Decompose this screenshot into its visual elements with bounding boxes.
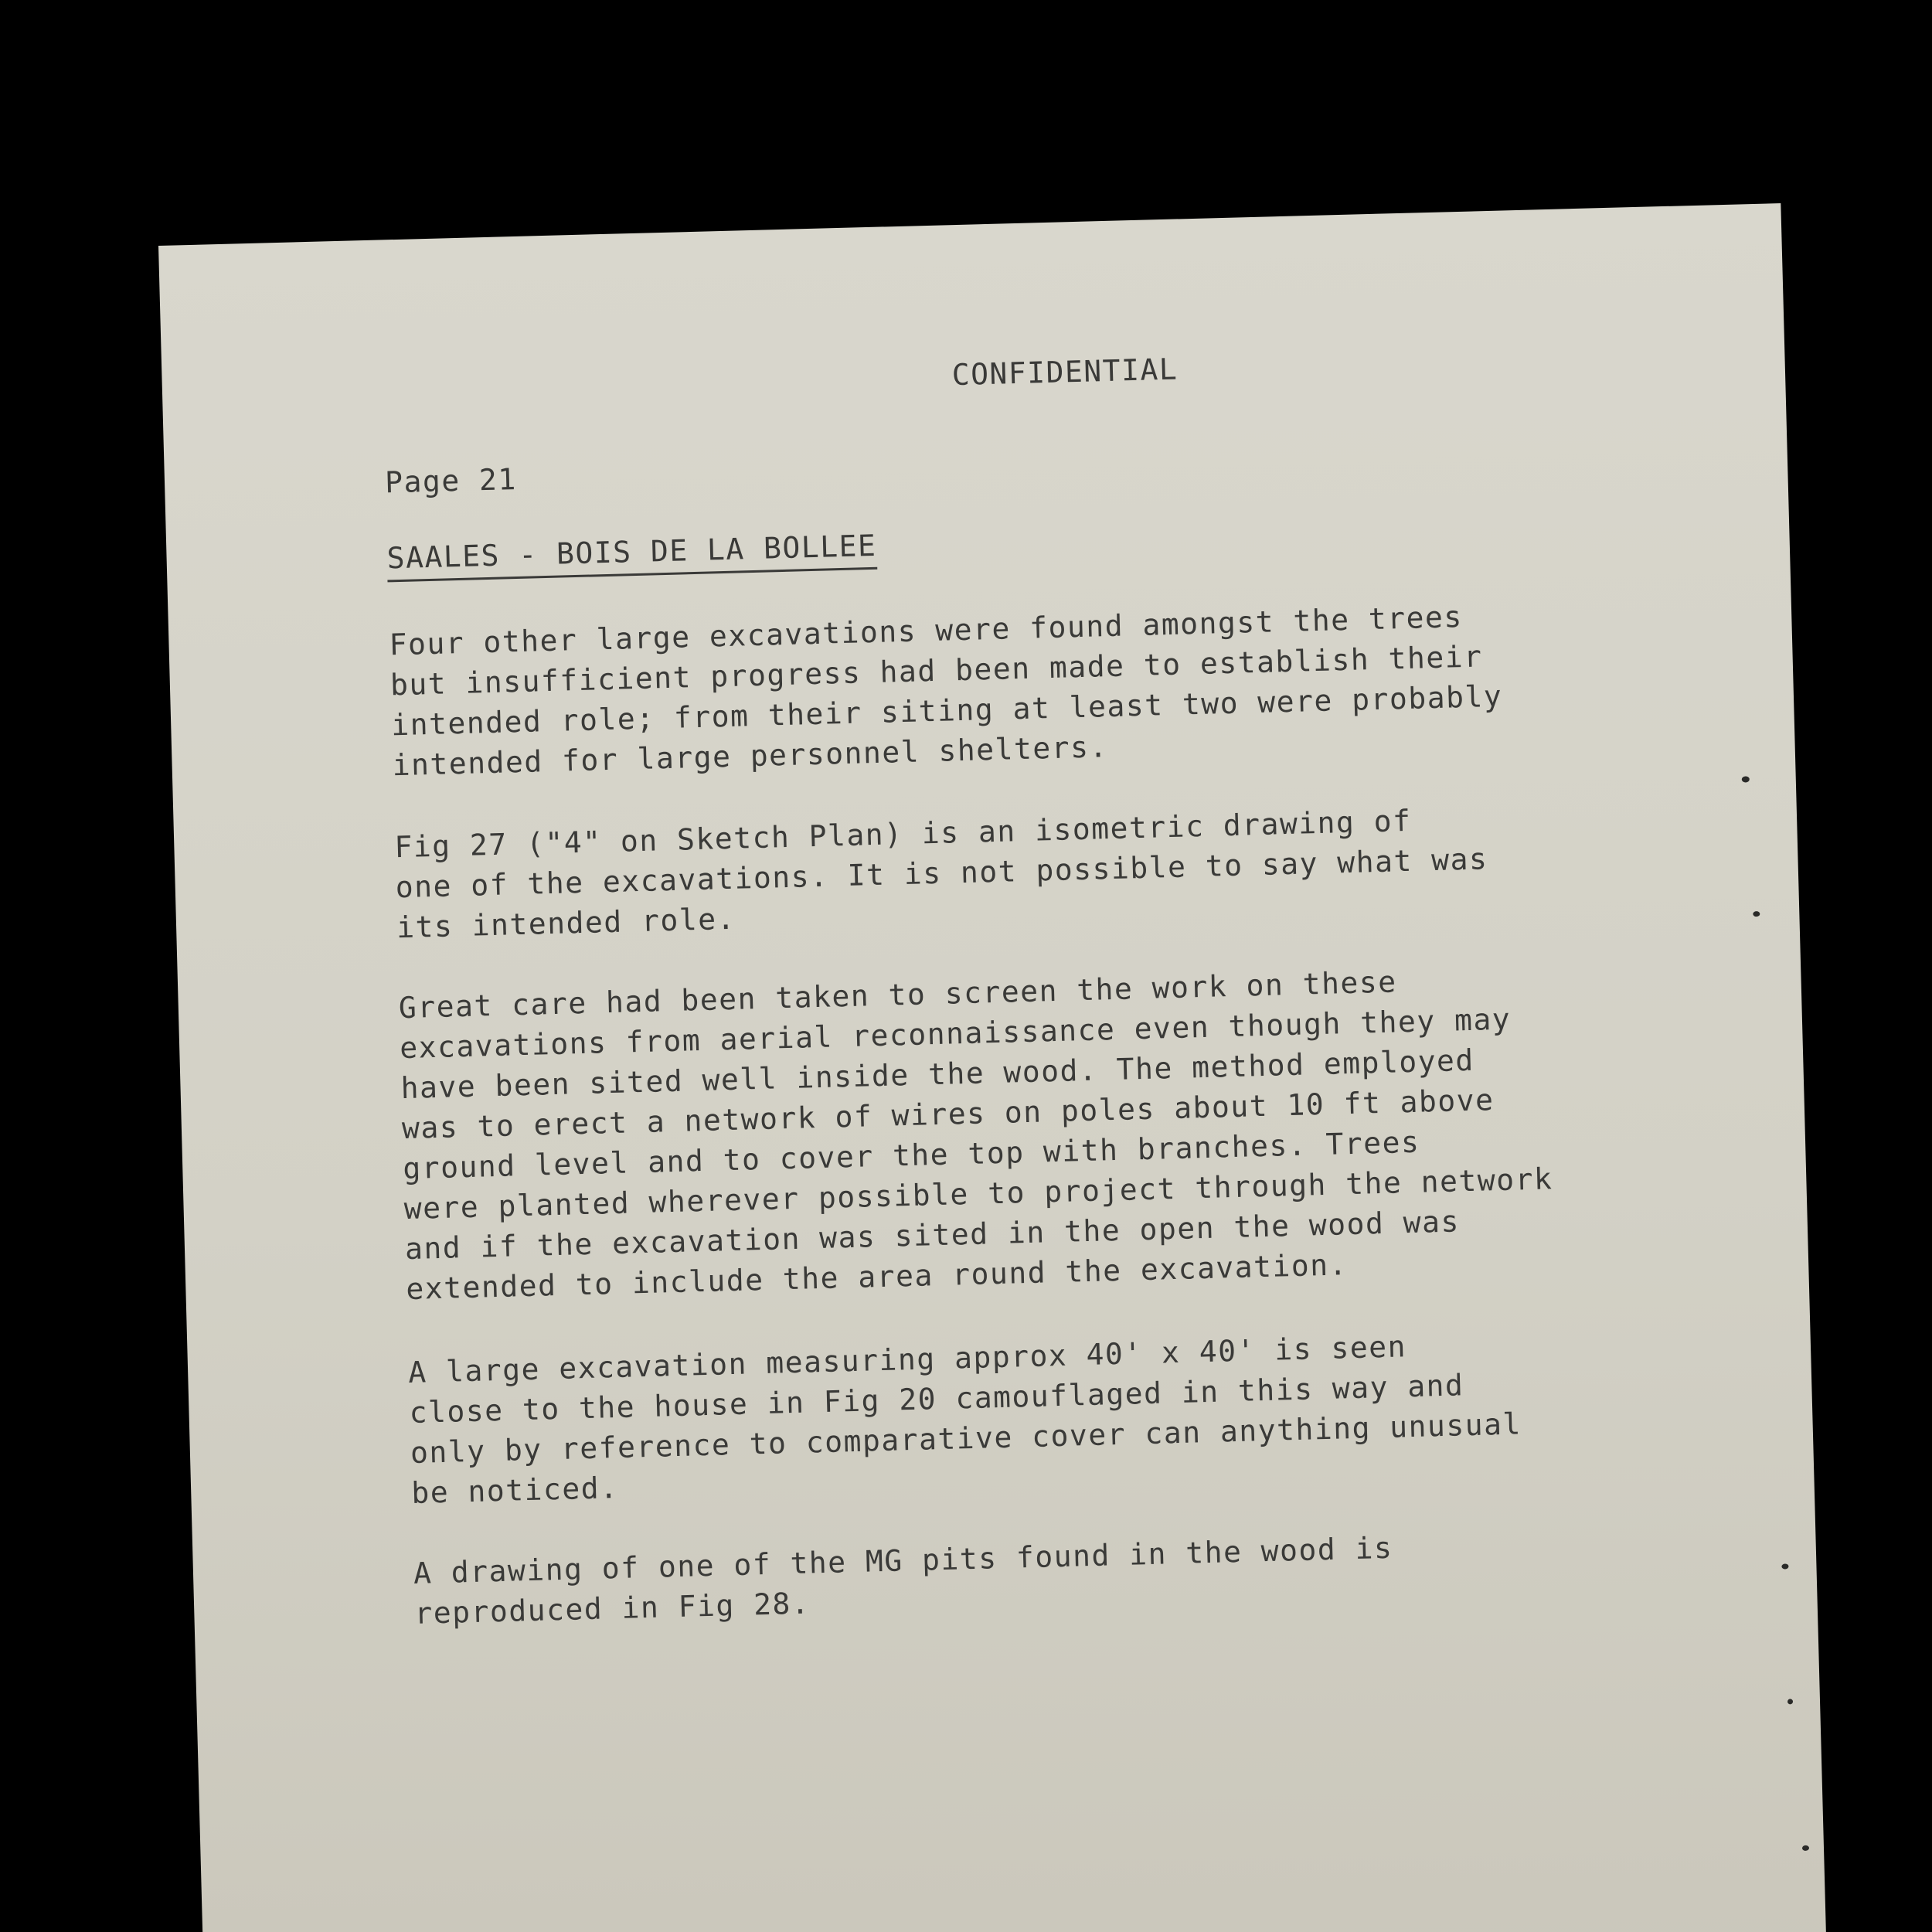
paper-speck [1787, 1699, 1793, 1704]
page-number: Page 21 [384, 461, 518, 500]
paragraph: A large excavation measuring approx 40' x 40' is seen close to the house in Fig 20 camouflaged in this way and only by reference to comparative cover can anything unusual be noticed. [407, 1329, 1522, 1510]
confidential-header: CONFIDENTIAL [951, 352, 1179, 393]
section-heading: SAALES - BOIS DE LA BOLLEE [386, 526, 877, 583]
document-page [158, 203, 1827, 1932]
paper-speck [1781, 1563, 1788, 1569]
paragraph: Four other large excavations were found amongst the trees but insufficient progress had been made to establish their intended role; from their siting at least two were probably intended for large personnel shelters. [389, 599, 1503, 783]
paragraph: A drawing of one of the MG pits found in the wood is reproduced in Fig 28. [413, 1530, 1393, 1631]
paper-speck [1802, 1845, 1809, 1851]
paragraph: Fig 27 ("4" on Sketch Plan) is an isometric drawing of one of the excavations. It is not possible to say what was its intended role. [393, 803, 1488, 945]
paragraph: Great care had been taken to screen the work on these excavations from aerial reconnaissance even though they may have been sited well inside the wood. The method employed was to erect a network of wires on poles about 10 ft above ground level and to cover the top with branches. Trees were planted wherever possible to project through the network and if the excavation was sited in the open the wood was extended to include the area round the excavation. [398, 964, 1553, 1307]
paper-speck [1753, 911, 1760, 917]
paper-speck [1742, 776, 1750, 782]
